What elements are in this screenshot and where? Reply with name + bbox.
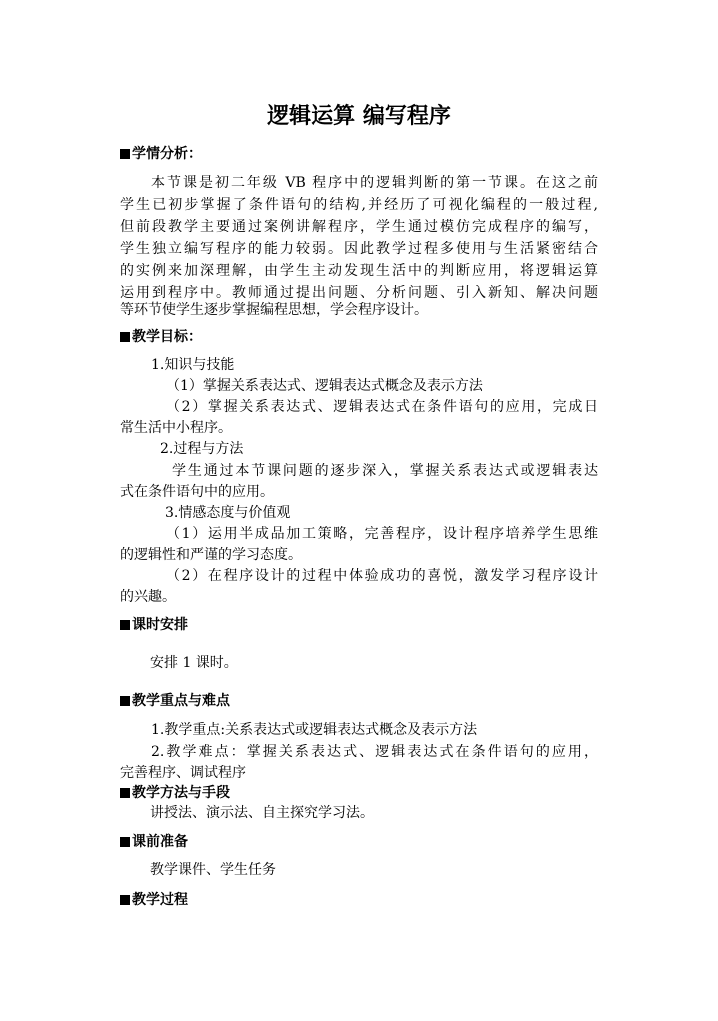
key-point-line: 1.教学重点:关系表达式或逻辑表达式概念及表示方法 <box>151 722 478 738</box>
paragraph-line: 等环节使学生逐步掌握编程思想，学会程序设计。 <box>120 302 428 318</box>
objective-line: （2）在程序设计的过程中体验成功的喜悦，激发学习程序设计 <box>166 568 598 584</box>
bullet-square-icon <box>120 788 130 798</box>
methods-line: 讲授法、演示法、自主探究学习法。 <box>150 805 374 821</box>
paragraph-line: 但前段教学主要通过案例讲解程序，学生通过模仿完成程序的编写， <box>120 219 598 235</box>
objective-line: 式在条件语句中的应用。 <box>120 484 274 500</box>
objective-line: 的逻辑性和严谨的学习态度。 <box>120 547 302 563</box>
paragraph-line: 本节课是初二年级 VB 程序中的逻辑判断的第一节课。在这之前 <box>151 175 598 191</box>
section-heading-preparation: 课前准备 <box>120 834 188 850</box>
objective-line: （1）掌握关系表达式、逻辑表达式概念及表示方法 <box>166 378 483 394</box>
section-heading-key-points: 教学重点与难点 <box>120 693 230 709</box>
bullet-square-icon <box>120 620 130 630</box>
bullet-square-icon <box>120 332 130 342</box>
objective-line: 3.情感态度与价值观 <box>165 505 291 521</box>
bullet-square-icon <box>120 895 130 905</box>
paragraph-line: 运用到程序中。教师通过提出问题、分析问题、引入新知、解决问题 <box>120 285 598 301</box>
paragraph-line: 学生独立编写程序的能力较弱。因此教学过程多使用与生活紧密结合 <box>120 241 598 257</box>
paragraph-line: 的实例来加深理解，由学生主动发现生活中的判断应用，将逻辑运算 <box>120 263 598 279</box>
objective-line: （1）运用半成品加工策略，完善程序，设计程序培养学生思维 <box>166 526 598 542</box>
schedule-line: 安排 1 课时。 <box>150 655 238 671</box>
objective-line: 常生活中小程序。 <box>120 420 232 436</box>
section-heading-methods: 教学方法与手段 <box>120 785 230 801</box>
paragraph-line: 学生已初步掌握了条件语句的结构,并经历了可视化编程的一般过程, <box>120 197 598 213</box>
section-heading-process: 教学过程 <box>120 892 188 908</box>
bullet-square-icon <box>120 696 130 706</box>
key-point-line: 完善程序、调试程序 <box>120 765 246 781</box>
key-point-line: 2.教学难点：掌握关系表达式、逻辑表达式在条件语句的应用， <box>151 744 598 760</box>
bullet-square-icon <box>120 149 130 159</box>
objective-line: 的兴趣。 <box>120 589 176 605</box>
objective-line: 2.过程与方法 <box>160 441 244 457</box>
objective-line: 学生通过本节课问题的逐步深入，掌握关系表达式或逻辑表达 <box>172 463 598 479</box>
section-heading-objectives: 教学目标： <box>120 329 202 345</box>
document-title: 逻辑运算 编写程序 <box>267 103 451 129</box>
section-heading-analysis: 学情分析： <box>120 146 202 162</box>
section-heading-schedule: 课时安排 <box>120 617 188 633</box>
bullet-square-icon <box>120 837 130 847</box>
objective-line: （2）掌握关系表达式、逻辑表达式在条件语句的应用，完成日 <box>166 399 598 415</box>
objective-line: 1.知识与技能 <box>151 357 235 373</box>
preparation-line: 教学课件、学生任务 <box>150 862 276 878</box>
